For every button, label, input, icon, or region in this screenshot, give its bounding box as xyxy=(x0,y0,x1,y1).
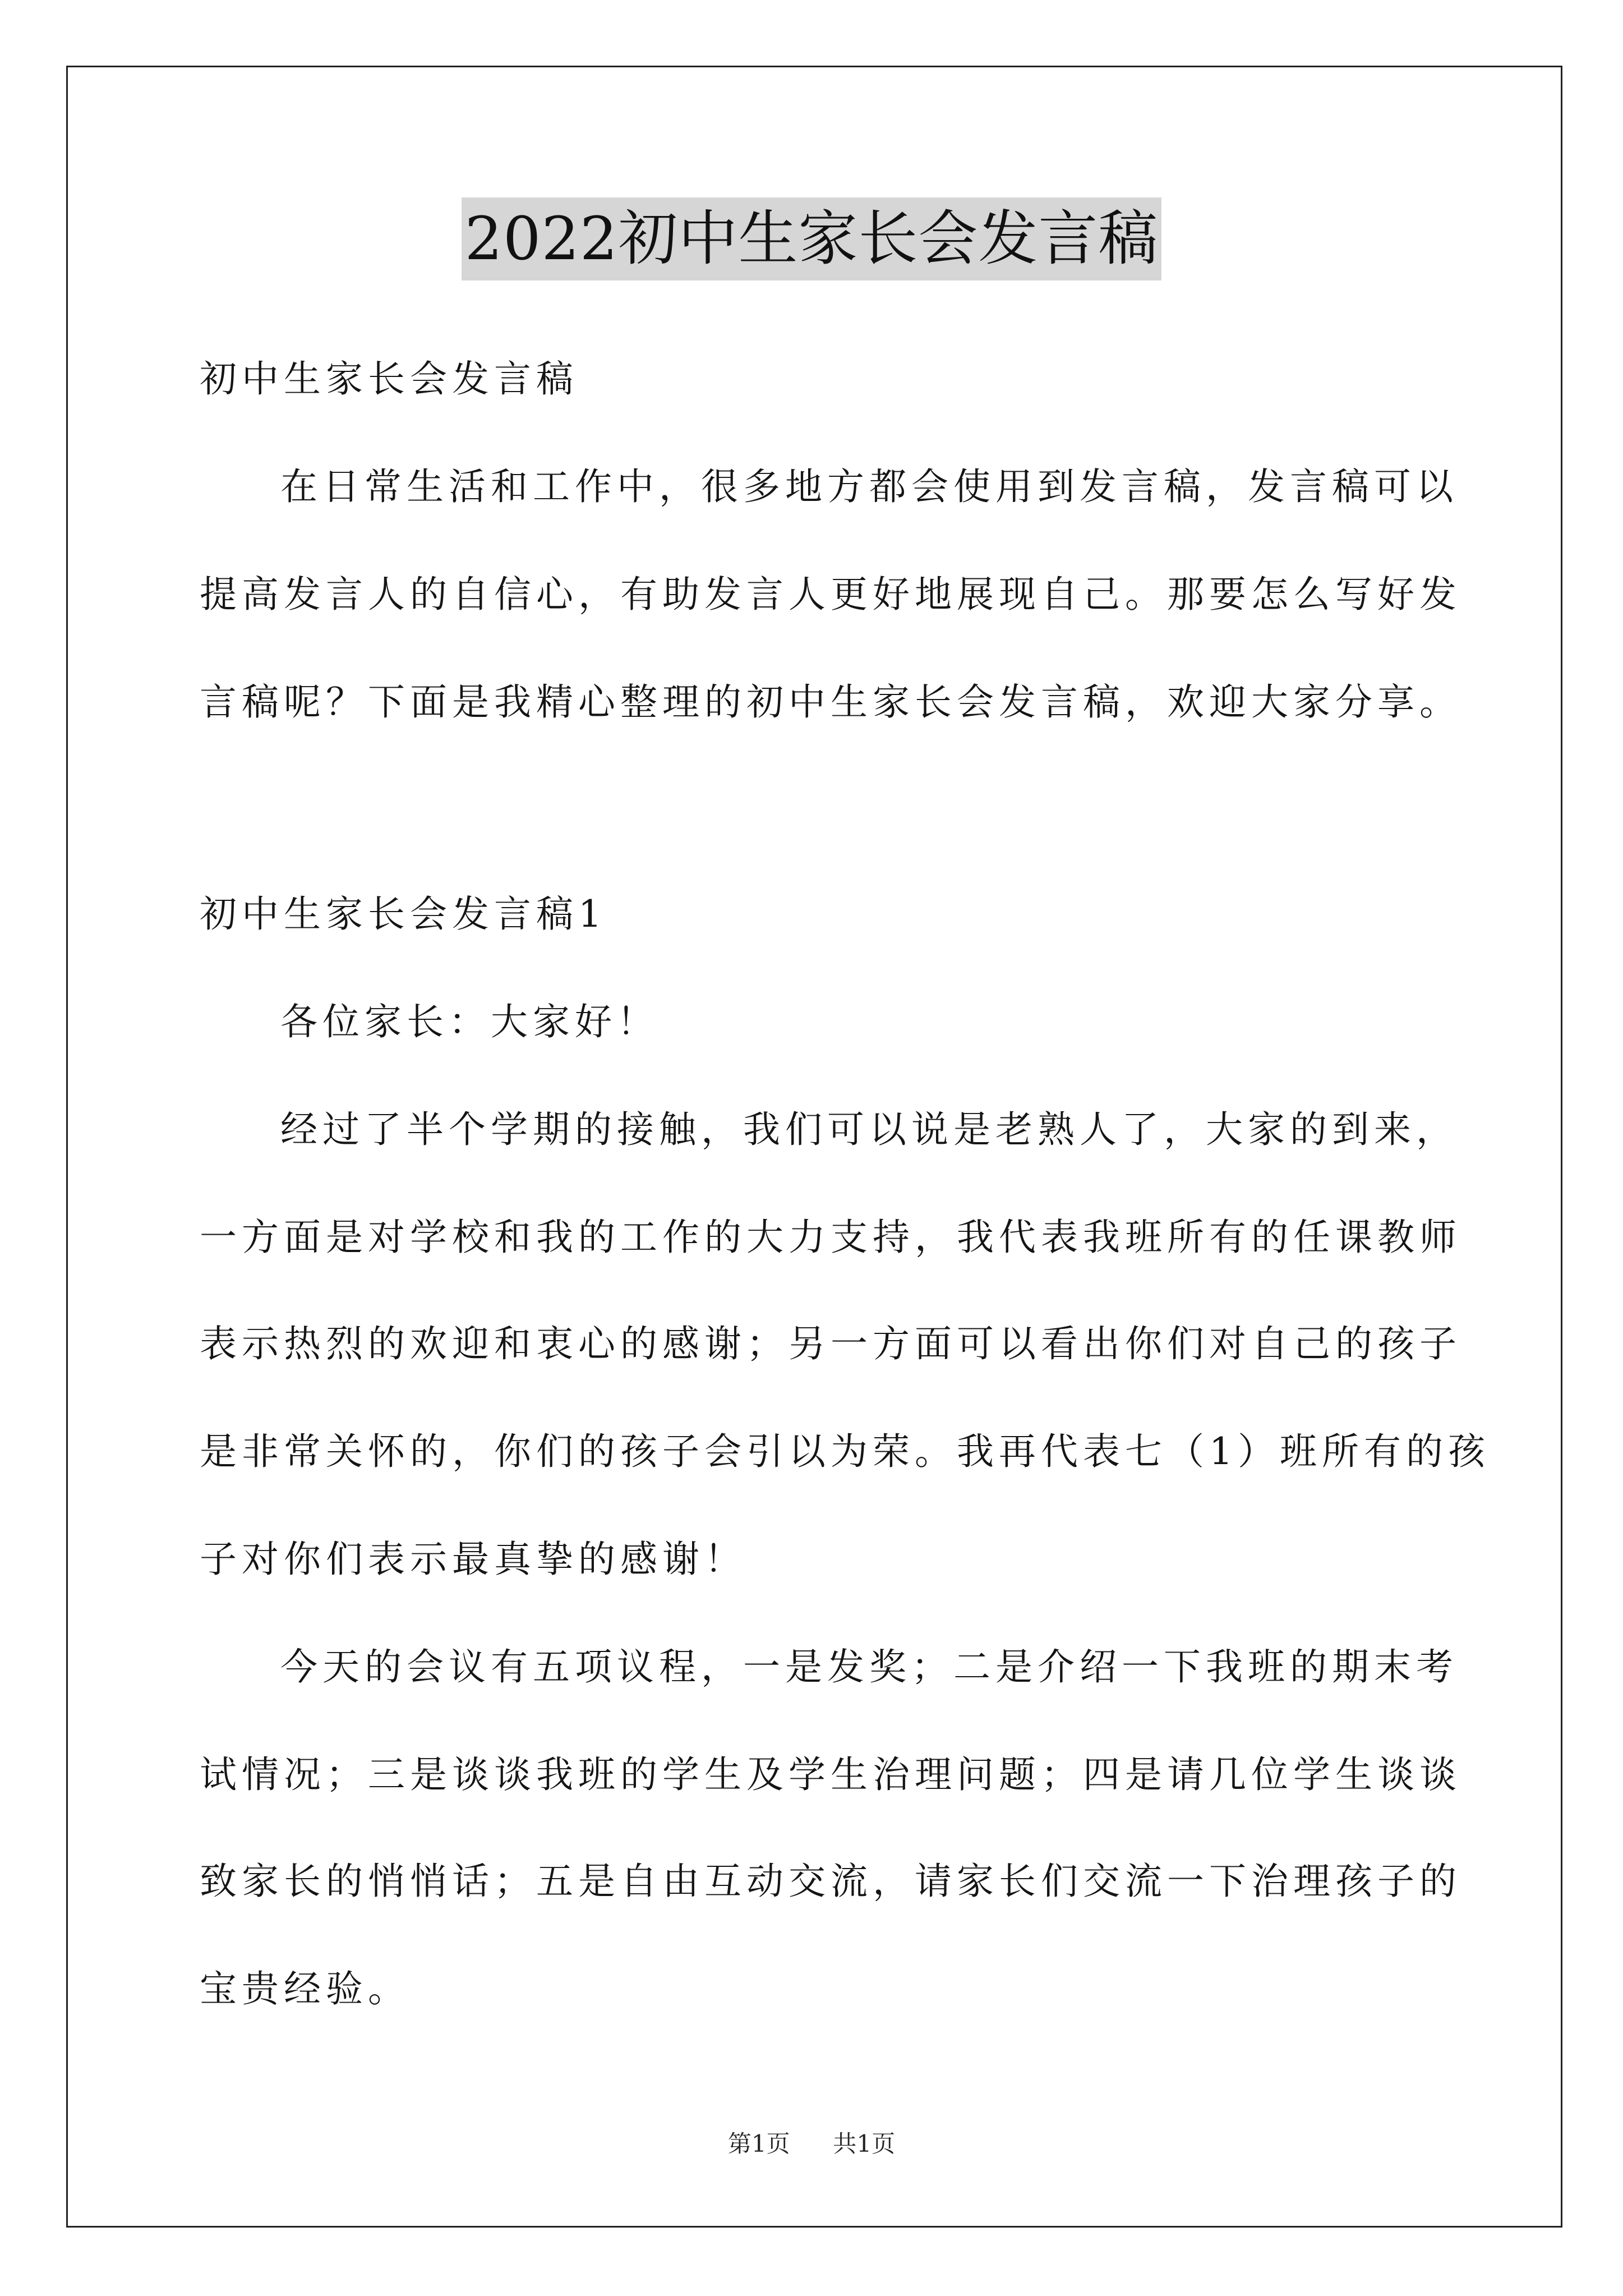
intro-line-1: 在日常生活和工作中，很多地方都会使用到发言稿，发言稿可以 xyxy=(280,465,1458,508)
paragraph1-line-5: 子对你们表示最真挚的感谢！ xyxy=(200,1538,746,1581)
page-number-current: 第1页 xyxy=(727,2130,790,2157)
section-heading: 初中生家长会发言稿1 xyxy=(200,892,607,936)
document-subtitle: 初中生家长会发言稿 xyxy=(200,357,578,401)
paragraph1-line-2: 一方面是对学校和我的工作的大力支持，我代表我班所有的任课教师 xyxy=(200,1216,1461,1259)
paragraph1-line-1: 经过了半个学期的接触，我们可以说是老熟人了，大家的到来， xyxy=(280,1108,1458,1151)
intro-line-3: 言稿呢？下面是我精心整理的初中生家长会发言稿，欢迎大家分享。 xyxy=(200,680,1461,724)
paragraph1-line-3: 表示热烈的欢迎和衷心的感谢；另一方面可以看出你们对自己的孩子 xyxy=(200,1322,1461,1365)
greeting-line: 各位家长：大家好！ xyxy=(280,1000,659,1043)
document-title: 2022初中生家长会发言稿 xyxy=(462,197,1162,280)
intro-line-2: 提高发言人的自信心，有助发言人更好地展现自己。那要怎么写好发 xyxy=(200,573,1461,616)
title-container xyxy=(0,197,1623,280)
paragraph2-line-4: 宝贵经验。 xyxy=(200,1967,410,2010)
paragraph2-line-1: 今天的会议有五项议程，一是发奖；二是介绍一下我班的期末考 xyxy=(280,1645,1458,1688)
paragraph2-line-2: 试情况；三是谈谈我班的学生及学生治理问题；四是请几位学生谈谈 xyxy=(200,1753,1461,1796)
paragraph1-line-4: 是非常关怀的，你们的孩子会引以为荣。我再代表七（1）班所有的孩 xyxy=(200,1430,1490,1473)
paragraph2-line-3: 致家长的悄悄话；五是自由互动交流，请家长们交流一下治理孩子的 xyxy=(200,1860,1461,1903)
page-number-total: 共1页 xyxy=(833,2130,896,2157)
page-footer xyxy=(0,2129,1623,2159)
